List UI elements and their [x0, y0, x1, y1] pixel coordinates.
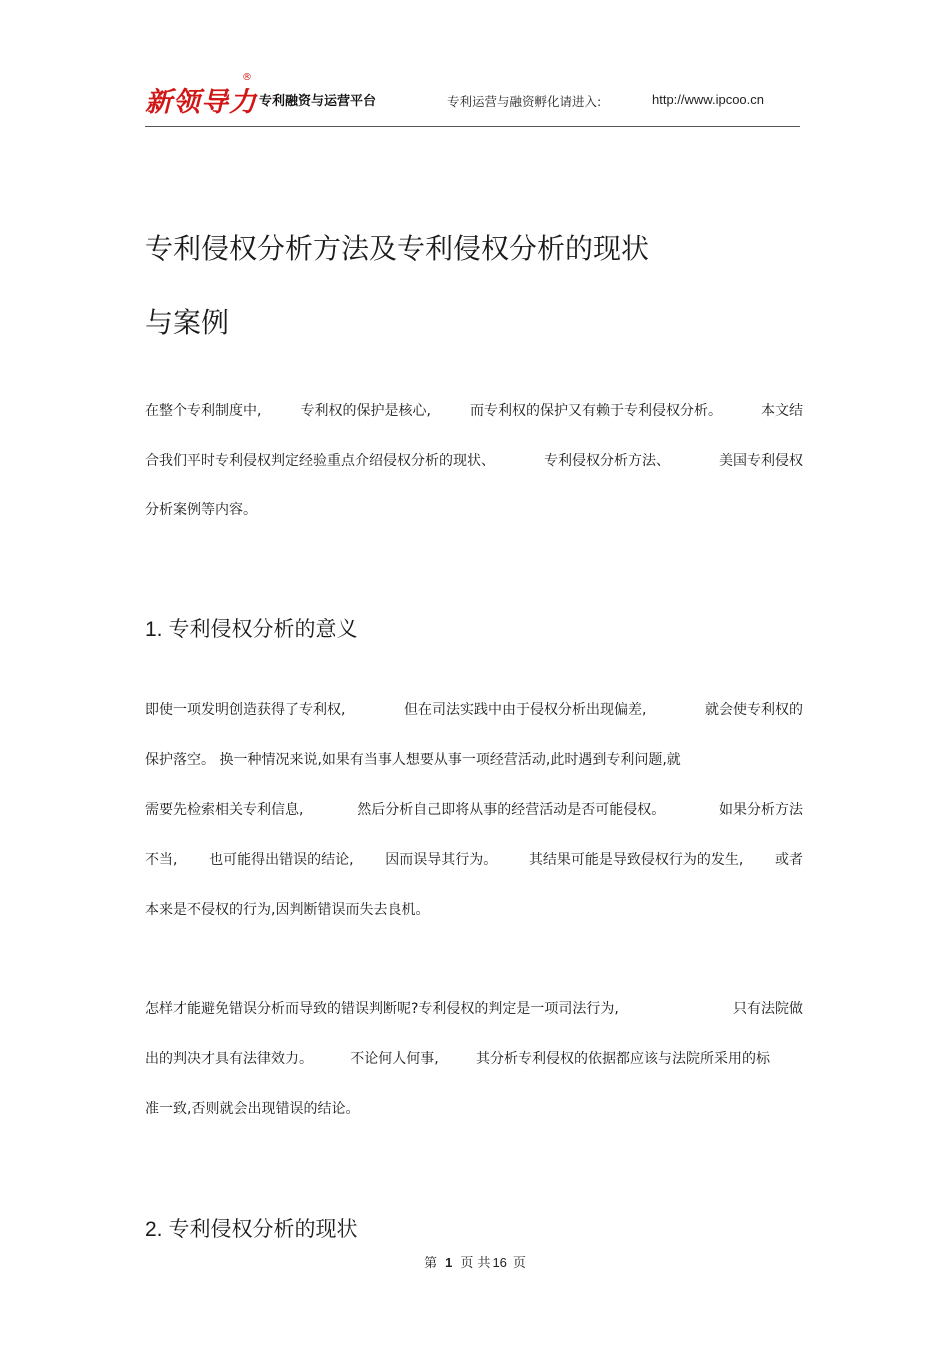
document-title-line-1: 专利侵权分析方法及专利侵权分析的现状 — [145, 231, 650, 265]
s1-p1-line-4 — [145, 849, 803, 869]
document-title-line-2: 与案例 — [145, 305, 230, 339]
text-segment: 然后分析自己即将从事的经营活动是否可能侵权。 — [357, 802, 666, 818]
text-segment: 因而误导其行为。 — [385, 852, 498, 868]
s1-p1-line-5 — [145, 899, 803, 919]
intro-segment: 而专利权的保护又有赖于专利侵权分析。 — [469, 403, 722, 419]
section-1-title: 专利侵权分析的意义 — [168, 617, 358, 642]
current-page-number: 1 — [445, 1255, 453, 1270]
s1-p2-line-1 — [145, 998, 803, 1018]
text-segment: 保护落空。 换一种情况来说,如果有当事人想要从事一项经营活动,此时遇到专利问题,就 — [145, 752, 681, 768]
text-segment: 怎样才能避免错误分析而导致的错误判断呢?专利侵权的判定是一项司法行为, — [145, 1001, 619, 1017]
header-divider — [145, 126, 800, 127]
section-2-heading — [145, 1213, 358, 1243]
text-segment: 如果分析方法 — [718, 802, 803, 818]
text-segment: 需要先检索相关专利信息, — [145, 802, 304, 818]
s1-p1-line-3 — [145, 799, 803, 819]
section-1-number: 1. — [145, 618, 163, 642]
text-segment: 只有法院做 — [733, 1001, 803, 1017]
s1-p1-line-2 — [145, 749, 803, 769]
intro-segment: 美国专利侵权 — [719, 453, 803, 469]
intro-segment: 分析案例等内容。 — [145, 502, 257, 518]
intro-segment: 专利权的保护是核心, — [300, 403, 431, 419]
section-1-heading — [145, 613, 358, 643]
intro-segment: 在整个专利制度中, — [145, 403, 262, 419]
text-segment: 或者 — [774, 852, 803, 868]
brand-slogan: 专利融资与运营平台 — [259, 94, 377, 109]
text-segment: 就会使专利权的 — [705, 702, 803, 718]
section-2-title: 专利侵权分析的现状 — [168, 1217, 358, 1242]
text-segment: 即使一项发明创造获得了专利权, — [145, 702, 346, 718]
page-header — [0, 0, 950, 130]
text-segment: 不当, — [145, 852, 178, 868]
intro-segment: 专利侵权分析方法、 — [544, 453, 670, 469]
text-segment: 其分析专利侵权的依据都应该与法院所采用的标 — [475, 1051, 770, 1067]
header-prompt: 专利运营与融资孵化请进入: — [447, 94, 602, 109]
footer-prefix: 第 — [424, 1256, 438, 1271]
text-segment: 但在司法实践中由于侵权分析出现偏差, — [404, 702, 647, 718]
logo-wordmark: 新领导力 — [145, 87, 257, 118]
intro-segment: 本文结 — [761, 403, 803, 419]
intro-line-1 — [145, 400, 803, 420]
footer-suffix: 页 — [512, 1256, 526, 1271]
s1-p2-line-3 — [145, 1098, 803, 1118]
intro-segment: 合我们平时专利侵权判定经验重点介绍侵权分析的现状、 — [145, 453, 495, 469]
text-segment: 本来是不侵权的行为,因判断错误而失去良机。 — [145, 902, 430, 918]
text-segment: 其结果可能是导致侵权行为的发生, — [528, 852, 744, 868]
footer-middle: 页 共 — [460, 1256, 491, 1271]
registered-mark: ® — [242, 72, 252, 83]
s1-p1-line-1 — [145, 699, 803, 719]
page-footer — [0, 1252, 950, 1271]
text-segment: 也可能得出错误的结论, — [209, 852, 354, 868]
header-url-link[interactable]: http://www.ipcoo.cn — [652, 92, 764, 107]
text-segment: 不论何人何事, — [350, 1051, 439, 1067]
section-2-number: 2. — [145, 1218, 163, 1242]
intro-line-3 — [145, 499, 803, 519]
total-page-count: 16 — [492, 1255, 507, 1270]
s1-p2-line-2 — [145, 1048, 770, 1068]
text-segment: 准一致,否则就会出现错误的结论。 — [145, 1101, 360, 1117]
text-segment: 出的判决才具有法律效力。 — [145, 1051, 313, 1067]
intro-line-2 — [145, 450, 803, 470]
